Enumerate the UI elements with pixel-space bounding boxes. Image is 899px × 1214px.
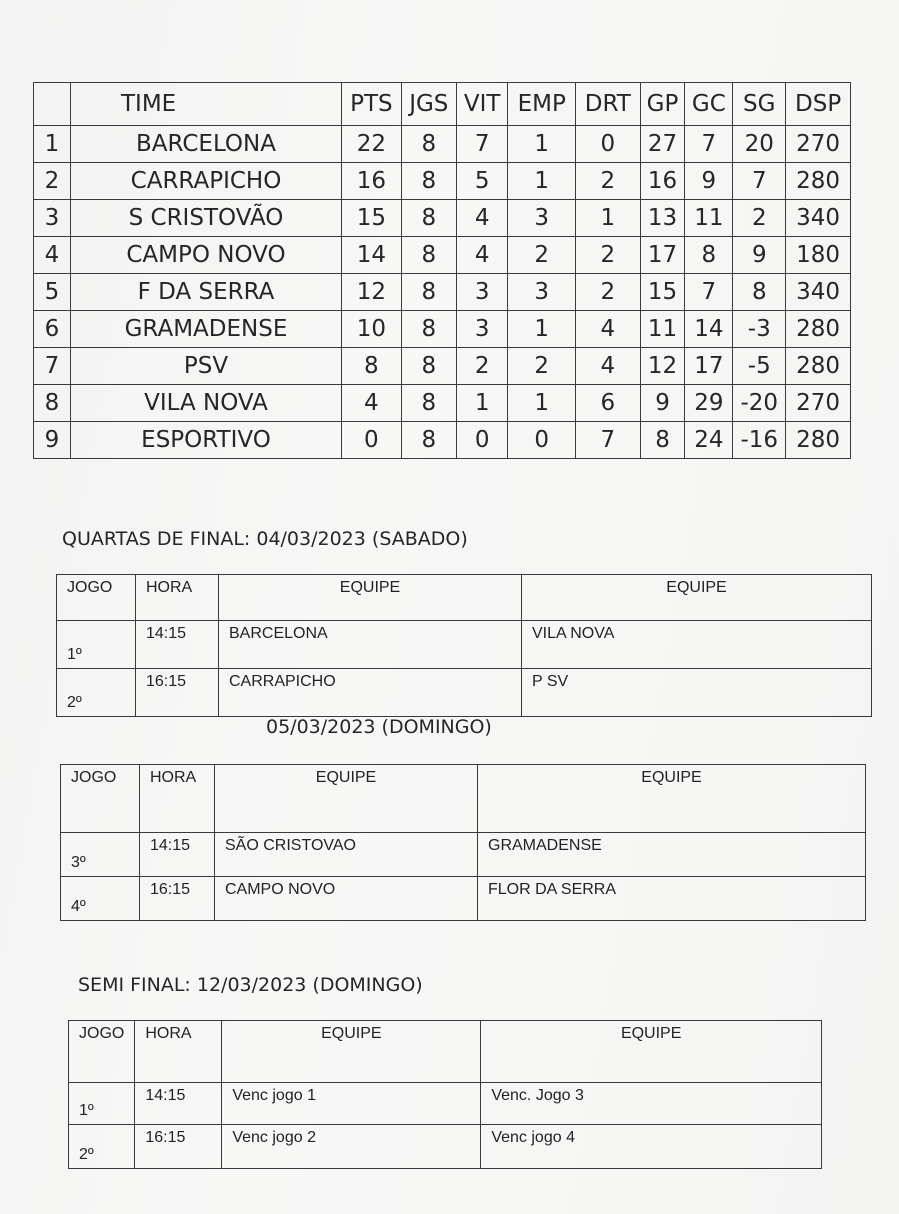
cell-gc: 24 — [685, 422, 733, 459]
cell-position: 2 — [34, 163, 71, 200]
cell-hora: 16:15 — [136, 669, 219, 717]
header-equipe: EQUIPE — [481, 1021, 822, 1083]
cell-gp: 17 — [640, 237, 685, 274]
cell-position: 7 — [34, 348, 71, 385]
cell-dsp: 340 — [786, 200, 851, 237]
cell-drt: 6 — [576, 385, 641, 422]
header-emp: EMP — [508, 83, 576, 126]
header-hora: HORA — [135, 1021, 222, 1083]
cell-jgs: 8 — [401, 163, 456, 200]
cell-equipe: FLOR DA SERRA — [478, 877, 866, 921]
cell-hora: 14:15 — [140, 833, 215, 877]
header-equipe: EQUIPE — [222, 1021, 481, 1083]
cell-team: VILA NOVA — [71, 385, 342, 422]
standings-header-row — [34, 83, 851, 126]
cell-vit: 1 — [456, 385, 508, 422]
cell-drt: 2 — [576, 274, 641, 311]
table-row — [34, 200, 851, 237]
cell-sg: 9 — [733, 237, 786, 274]
cell-dsp: 270 — [786, 385, 851, 422]
cell-dsp: 180 — [786, 237, 851, 274]
cell-drt: 4 — [576, 311, 641, 348]
table-row — [34, 348, 851, 385]
header-team: TIME — [71, 83, 342, 126]
header-jgs: JGS — [401, 83, 456, 126]
cell-team: PSV — [71, 348, 342, 385]
cell-gp: 27 — [640, 126, 685, 163]
semi-header-row — [69, 1021, 822, 1083]
cell-emp: 1 — [508, 311, 576, 348]
cell-pts: 14 — [342, 237, 402, 274]
semi-table — [68, 1020, 822, 1169]
cell-sg: 7 — [733, 163, 786, 200]
cell-gp: 8 — [640, 422, 685, 459]
cell-equipe: Venc jogo 2 — [222, 1125, 481, 1169]
semi-title: SEMI FINAL: 12/03/2023 (DOMINGO) — [78, 974, 423, 996]
cell-dsp: 280 — [786, 163, 851, 200]
cell-gc: 29 — [685, 385, 733, 422]
cell-pts: 12 — [342, 274, 402, 311]
header-equipe: EQUIPE — [215, 765, 478, 833]
domingo-table — [60, 764, 866, 921]
header-gp: GP — [640, 83, 685, 126]
cell-gc: 7 — [685, 274, 733, 311]
quartas-table — [56, 574, 872, 717]
cell-jogo: 2º — [57, 669, 136, 717]
cell-sg: -3 — [733, 311, 786, 348]
cell-vit: 4 — [456, 200, 508, 237]
cell-drt: 0 — [576, 126, 641, 163]
header-drt: DRT — [576, 83, 641, 126]
header-pts: PTS — [342, 83, 402, 126]
cell-dsp: 280 — [786, 311, 851, 348]
cell-sg: -20 — [733, 385, 786, 422]
cell-position: 9 — [34, 422, 71, 459]
quartas-title: QUARTAS DE FINAL: 04/03/2023 (SABADO) — [62, 528, 468, 550]
cell-pts: 15 — [342, 200, 402, 237]
table-row — [34, 422, 851, 459]
header-hora: HORA — [140, 765, 215, 833]
cell-jgs: 8 — [401, 200, 456, 237]
cell-team: GRAMADENSE — [71, 311, 342, 348]
cell-vit: 3 — [456, 311, 508, 348]
cell-jogo: 1º — [69, 1083, 135, 1125]
table-row — [57, 621, 872, 669]
table-row — [34, 126, 851, 163]
quartas-header-row — [57, 575, 872, 621]
header-jogo: JOGO — [69, 1021, 135, 1083]
cell-equipe: SÃO CRISTOVAO — [215, 833, 478, 877]
table-row — [69, 1083, 822, 1125]
cell-gp: 12 — [640, 348, 685, 385]
table-row — [61, 877, 866, 921]
cell-position: 6 — [34, 311, 71, 348]
cell-equipe: CARRAPICHO — [219, 669, 522, 717]
cell-position: 1 — [34, 126, 71, 163]
cell-jgs: 8 — [401, 274, 456, 311]
cell-dsp: 340 — [786, 274, 851, 311]
cell-pts: 8 — [342, 348, 402, 385]
cell-jgs: 8 — [401, 422, 456, 459]
domingo-title: 05/03/2023 (DOMINGO) — [266, 716, 492, 738]
cell-drt: 2 — [576, 163, 641, 200]
cell-vit: 5 — [456, 163, 508, 200]
cell-sg: -5 — [733, 348, 786, 385]
cell-equipe: P SV — [522, 669, 872, 717]
cell-jgs: 8 — [401, 126, 456, 163]
header-sg: SG — [733, 83, 786, 126]
table-row — [69, 1125, 822, 1169]
cell-team: S CRISTOVÃO — [71, 200, 342, 237]
table-row — [34, 385, 851, 422]
cell-sg: -16 — [733, 422, 786, 459]
cell-jogo: 2º — [69, 1125, 135, 1169]
cell-position: 4 — [34, 237, 71, 274]
cell-team: CARRAPICHO — [71, 163, 342, 200]
cell-equipe: GRAMADENSE — [478, 833, 866, 877]
cell-emp: 2 — [508, 348, 576, 385]
table-row — [34, 311, 851, 348]
cell-dsp: 280 — [786, 422, 851, 459]
cell-emp: 1 — [508, 126, 576, 163]
cell-team: ESPORTIVO — [71, 422, 342, 459]
cell-position: 3 — [34, 200, 71, 237]
cell-emp: 3 — [508, 274, 576, 311]
cell-pts: 10 — [342, 311, 402, 348]
cell-gc: 17 — [685, 348, 733, 385]
cell-emp: 1 — [508, 385, 576, 422]
cell-emp: 1 — [508, 163, 576, 200]
cell-sg: 8 — [733, 274, 786, 311]
cell-position: 5 — [34, 274, 71, 311]
cell-gc: 7 — [685, 126, 733, 163]
cell-emp: 0 — [508, 422, 576, 459]
standings-table — [33, 82, 851, 459]
cell-team: CAMPO NOVO — [71, 237, 342, 274]
cell-drt: 2 — [576, 237, 641, 274]
cell-drt: 1 — [576, 200, 641, 237]
header-hora: HORA — [136, 575, 219, 621]
cell-equipe: CAMPO NOVO — [215, 877, 478, 921]
cell-emp: 3 — [508, 200, 576, 237]
header-jogo: JOGO — [57, 575, 136, 621]
cell-emp: 2 — [508, 237, 576, 274]
table-row — [34, 163, 851, 200]
cell-pts: 16 — [342, 163, 402, 200]
cell-equipe: Venc jogo 1 — [222, 1083, 481, 1125]
cell-jogo: 4º — [61, 877, 140, 921]
cell-position: 8 — [34, 385, 71, 422]
cell-gp: 16 — [640, 163, 685, 200]
header-equipe: EQUIPE — [522, 575, 872, 621]
cell-equipe: BARCELONA — [219, 621, 522, 669]
cell-vit: 0 — [456, 422, 508, 459]
cell-sg: 2 — [733, 200, 786, 237]
cell-gp: 9 — [640, 385, 685, 422]
cell-vit: 2 — [456, 348, 508, 385]
cell-drt: 7 — [576, 422, 641, 459]
cell-gc: 9 — [685, 163, 733, 200]
cell-team: BARCELONA — [71, 126, 342, 163]
cell-jgs: 8 — [401, 385, 456, 422]
header-position — [34, 83, 71, 126]
cell-pts: 22 — [342, 126, 402, 163]
cell-gp: 13 — [640, 200, 685, 237]
table-row — [34, 274, 851, 311]
table-row — [57, 669, 872, 717]
table-row — [61, 833, 866, 877]
cell-drt: 4 — [576, 348, 641, 385]
cell-gc: 11 — [685, 200, 733, 237]
cell-hora: 16:15 — [140, 877, 215, 921]
header-equipe: EQUIPE — [219, 575, 522, 621]
cell-equipe: VILA NOVA — [522, 621, 872, 669]
table-row — [34, 237, 851, 274]
cell-hora: 14:15 — [136, 621, 219, 669]
header-gc: GC — [685, 83, 733, 126]
cell-jogo: 1º — [57, 621, 136, 669]
cell-pts: 4 — [342, 385, 402, 422]
cell-equipe: Venc jogo 4 — [481, 1125, 822, 1169]
cell-vit: 3 — [456, 274, 508, 311]
cell-dsp: 280 — [786, 348, 851, 385]
cell-equipe: Venc. Jogo 3 — [481, 1083, 822, 1125]
cell-gc: 14 — [685, 311, 733, 348]
cell-jgs: 8 — [401, 237, 456, 274]
header-vit: VIT — [456, 83, 508, 126]
header-equipe: EQUIPE — [478, 765, 866, 833]
cell-hora: 16:15 — [135, 1125, 222, 1169]
domingo-header-row — [61, 765, 866, 833]
header-dsp: DSP — [786, 83, 851, 126]
header-jogo: JOGO — [61, 765, 140, 833]
cell-hora: 14:15 — [135, 1083, 222, 1125]
cell-team: F DA SERRA — [71, 274, 342, 311]
cell-pts: 0 — [342, 422, 402, 459]
cell-dsp: 270 — [786, 126, 851, 163]
cell-gp: 15 — [640, 274, 685, 311]
cell-jgs: 8 — [401, 348, 456, 385]
cell-gc: 8 — [685, 237, 733, 274]
cell-sg: 20 — [733, 126, 786, 163]
cell-vit: 4 — [456, 237, 508, 274]
cell-vit: 7 — [456, 126, 508, 163]
cell-jgs: 8 — [401, 311, 456, 348]
cell-jogo: 3º — [61, 833, 140, 877]
cell-gp: 11 — [640, 311, 685, 348]
